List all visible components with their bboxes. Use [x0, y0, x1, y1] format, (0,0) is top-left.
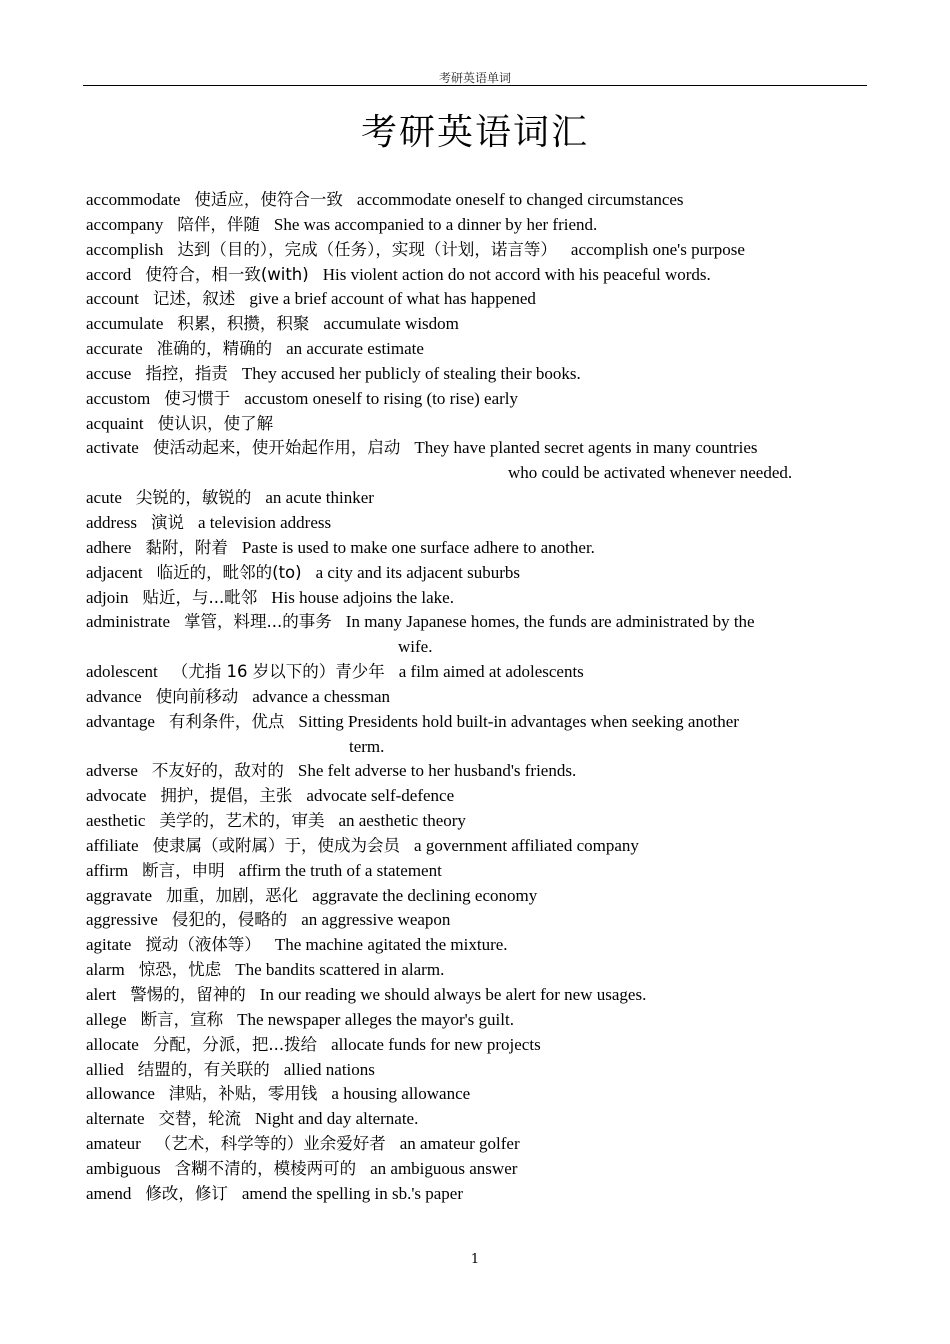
- vocab-entry: [86, 263, 864, 288]
- entry-example: a government affiliated company: [414, 835, 639, 855]
- entry-example: His house adjoins the lake.: [271, 587, 454, 607]
- vocab-entry: [86, 387, 864, 412]
- entry-meaning: 掌管，料理...的事务: [184, 612, 332, 632]
- entry-word: acquaint: [86, 413, 144, 433]
- entry-meaning: 达到（目的），完成（任务），实现（计划，诺言等）: [177, 239, 557, 259]
- entry-meaning: 拥护，提倡，主张: [160, 786, 293, 806]
- entry-word: adjacent: [86, 562, 143, 582]
- vocab-entry: [86, 412, 864, 437]
- vocabulary-list: [86, 188, 864, 1207]
- vocab-entry: [86, 610, 864, 660]
- entry-example-continuation: term.: [349, 736, 385, 756]
- vocab-entry: [86, 287, 864, 312]
- entry-example: aggravate the declining economy: [312, 885, 538, 905]
- entry-example-continuation: wife.: [398, 637, 433, 657]
- entry-meaning: 使认识，使了解: [157, 413, 274, 433]
- vocab-entry: [86, 561, 864, 586]
- entry-word: affiliate: [86, 835, 139, 855]
- entry-example: an ambiguous answer: [370, 1158, 518, 1178]
- entry-meaning: 积累，积攒，积聚: [177, 314, 310, 334]
- entry-example: a housing allowance: [331, 1084, 471, 1104]
- entry-word: accommodate: [86, 190, 181, 209]
- vocab-entry: [86, 486, 864, 511]
- vocab-entry: [86, 1008, 864, 1033]
- entry-word: aesthetic: [86, 811, 146, 831]
- vocab-entry: [86, 983, 864, 1008]
- entry-example: allied nations: [283, 1059, 375, 1079]
- entry-meaning: 修改，修订: [145, 1183, 228, 1203]
- entry-word: amend: [86, 1183, 132, 1203]
- entry-word: accompany: [86, 214, 164, 234]
- vocab-entry: [86, 710, 864, 760]
- entry-meaning: 准确的，精确的: [156, 339, 273, 359]
- entry-word: account: [86, 289, 139, 309]
- vocab-entry: [86, 536, 864, 561]
- entry-example: Paste is used to make one surface adhere to another.: [241, 537, 595, 557]
- entry-meaning: 搅动（液体等）: [145, 935, 261, 955]
- entry-example: She was accompanied to a dinner by her friend.: [273, 214, 598, 234]
- entry-meaning: 临近的，毗邻的(to): [156, 562, 302, 582]
- entry-word: alarm: [86, 960, 125, 980]
- entry-meaning: 断言，宣称: [140, 1009, 224, 1029]
- entry-example: In our reading we should always be alert for new usages.: [259, 985, 647, 1004]
- entry-word: allied: [86, 1059, 124, 1079]
- entry-meaning: 结盟的，有关联的: [137, 1059, 270, 1079]
- entry-example: a city and its adjacent suburbs: [315, 562, 521, 582]
- entry-example: The machine agitated the mixture.: [274, 935, 508, 955]
- entry-word: aggressive: [86, 910, 158, 930]
- vocab-entry: [86, 586, 864, 611]
- entry-example: affirm the truth of a statement: [238, 860, 442, 880]
- entry-word: ambiguous: [86, 1158, 161, 1178]
- entry-example: Night and day alternate.: [255, 1109, 419, 1129]
- vocab-entry: [86, 1182, 864, 1207]
- entry-example: They have planted secret agents in many countries: [414, 438, 758, 458]
- vocab-entry: [86, 1058, 864, 1083]
- entry-example: accommodate oneself to changed circumstances: [356, 190, 684, 209]
- vocab-entry: [86, 213, 864, 238]
- entry-word: acute: [86, 488, 122, 508]
- entry-example: an aggressive weapon: [301, 910, 451, 930]
- page-title: 考研英语词汇: [360, 112, 589, 153]
- entry-example: In many Japanese homes, the funds are administrated by the: [345, 612, 755, 632]
- vocab-entry: [86, 436, 864, 486]
- page-number: 1: [470, 1252, 480, 1267]
- entry-meaning: 演说: [150, 512, 184, 532]
- entry-meaning: 加重，加剧，恶化: [166, 885, 299, 905]
- entry-meaning: 使适应，使符合一致: [194, 190, 343, 209]
- entry-word: accomplish: [86, 239, 164, 259]
- vocab-entry: [86, 362, 864, 387]
- entry-example: They accused her publicly of stealing their books.: [241, 363, 581, 383]
- vocab-entry: [86, 337, 864, 362]
- entry-meaning: 含糊不清的，模棱两可的: [174, 1158, 357, 1178]
- entry-word: allocate: [86, 1034, 139, 1054]
- entry-word: administrate: [86, 612, 171, 632]
- entry-meaning: 交替，轮流: [158, 1109, 242, 1129]
- entry-meaning: 分配，分派，把...拨给: [152, 1034, 318, 1054]
- entry-example: amend the spelling in sb.'s paper: [241, 1183, 464, 1203]
- entry-example: a film aimed at adolescents: [398, 662, 584, 682]
- vocab-entry: [86, 1107, 864, 1132]
- entry-word: amateur: [86, 1134, 141, 1154]
- entry-word: adhere: [86, 537, 132, 557]
- entry-word: advance: [86, 686, 142, 706]
- entry-meaning: 使向前移动: [155, 686, 239, 706]
- entry-meaning: 指控，指责: [145, 363, 228, 383]
- entry-meaning: 使习惯于: [164, 388, 231, 408]
- vocab-entry: [86, 809, 864, 834]
- vocab-entry: [86, 312, 864, 337]
- vocab-entry: [86, 238, 864, 263]
- vocab-entry: [86, 784, 864, 809]
- entry-meaning: （尤指 16 岁以下的）青少年: [171, 662, 385, 682]
- entry-example: The newspaper alleges the mayor's guilt.: [237, 1009, 514, 1029]
- entry-meaning: 陪伴，伴随: [177, 214, 260, 234]
- entry-word: affirm: [86, 860, 129, 880]
- entry-example: an acute thinker: [265, 488, 374, 508]
- entry-meaning: 津贴，补贴，零用钱: [168, 1084, 318, 1104]
- entry-word: address: [86, 512, 137, 532]
- vocab-entry: [86, 1082, 864, 1107]
- entry-meaning: 贴近，与...毗邻: [142, 587, 258, 607]
- entry-word: agitate: [86, 935, 132, 955]
- entry-example: accomplish one's purpose: [570, 239, 745, 259]
- entry-meaning: 使隶属（或附属）于，使成为会员: [152, 835, 401, 855]
- entry-example: an aesthetic theory: [338, 811, 466, 831]
- header-rule: [83, 85, 867, 86]
- entry-example: an accurate estimate: [286, 339, 424, 359]
- entry-example: The bandits scattered in alarm.: [235, 960, 445, 980]
- entry-example: allocate funds for new projects: [331, 1034, 541, 1054]
- entry-example: give a brief account of what has happened: [249, 289, 536, 309]
- entry-meaning: 有利条件，优点: [168, 711, 285, 731]
- entry-example: advocate self-defence: [306, 786, 455, 806]
- entry-meaning: 记述，叙述: [152, 289, 236, 309]
- entry-word: advocate: [86, 786, 147, 806]
- vocab-entry: [86, 759, 864, 784]
- running-header: 考研英语单词: [438, 71, 511, 85]
- vocab-entry: [86, 859, 864, 884]
- entry-meaning: 侵犯的，侵略的: [171, 910, 288, 930]
- entry-example: She felt adverse to her husband's friends.: [297, 761, 577, 781]
- vocab-entry: [86, 908, 864, 933]
- entry-word: alert: [86, 985, 117, 1004]
- entry-word: adjoin: [86, 587, 129, 607]
- vocab-entry: [86, 834, 864, 859]
- entry-example: an amateur golfer: [399, 1134, 520, 1154]
- entry-word: accustom: [86, 388, 151, 408]
- entry-meaning: 断言，申明: [142, 860, 225, 880]
- entry-word: accuse: [86, 363, 132, 383]
- entry-example-continuation: who could be activated whenever needed.: [508, 463, 793, 483]
- entry-word: advantage: [86, 711, 155, 731]
- entry-word: aggravate: [86, 885, 153, 905]
- entry-meaning: 惊恐，忧虑: [138, 960, 222, 980]
- entry-word: adverse: [86, 761, 138, 781]
- entry-example: accumulate wisdom: [323, 314, 459, 334]
- entry-meaning: 不友好的，敌对的: [151, 761, 284, 781]
- vocab-entry: [86, 958, 864, 983]
- entry-example: accustom oneself to rising (to rise) early: [244, 388, 519, 408]
- vocab-entry: [86, 933, 864, 958]
- entry-example: His violent action do not accord with his peaceful words.: [322, 264, 711, 284]
- entry-word: allege: [86, 1009, 127, 1029]
- vocab-entry: [86, 511, 864, 536]
- entry-meaning: 警惕的，留神的: [130, 985, 246, 1004]
- vocab-entry: [86, 685, 864, 710]
- vocab-entry: [86, 1157, 864, 1182]
- entry-example: Sitting Presidents hold built-in advantages when seeking another: [298, 711, 739, 731]
- vocab-entry: [86, 884, 864, 909]
- vocab-entry: [86, 1132, 864, 1157]
- entry-word: activate: [86, 438, 139, 458]
- entry-word: allowance: [86, 1084, 155, 1104]
- entry-example: a television address: [197, 512, 332, 532]
- entry-word: alternate: [86, 1109, 145, 1129]
- vocab-entry: [86, 660, 864, 685]
- entry-word: accurate: [86, 339, 143, 359]
- entry-meaning: 尖锐的，敏锐的: [135, 488, 252, 508]
- vocab-entry: [86, 1033, 864, 1058]
- entry-word: accumulate: [86, 314, 164, 334]
- entry-meaning: 使活动起来，使开始起作用，启动: [152, 438, 401, 458]
- entry-example: advance a chessman: [252, 686, 391, 706]
- entry-meaning: 美学的，艺术的，审美: [159, 811, 325, 831]
- entry-word: adolescent: [86, 662, 158, 682]
- entry-word: accord: [86, 264, 132, 284]
- entry-meaning: （艺术，科学等的）业余爱好者: [154, 1134, 386, 1154]
- entry-meaning: 黏附，附着: [145, 537, 228, 557]
- entry-meaning: 使符合，相一致(with): [145, 264, 309, 284]
- vocab-entry: [86, 188, 864, 213]
